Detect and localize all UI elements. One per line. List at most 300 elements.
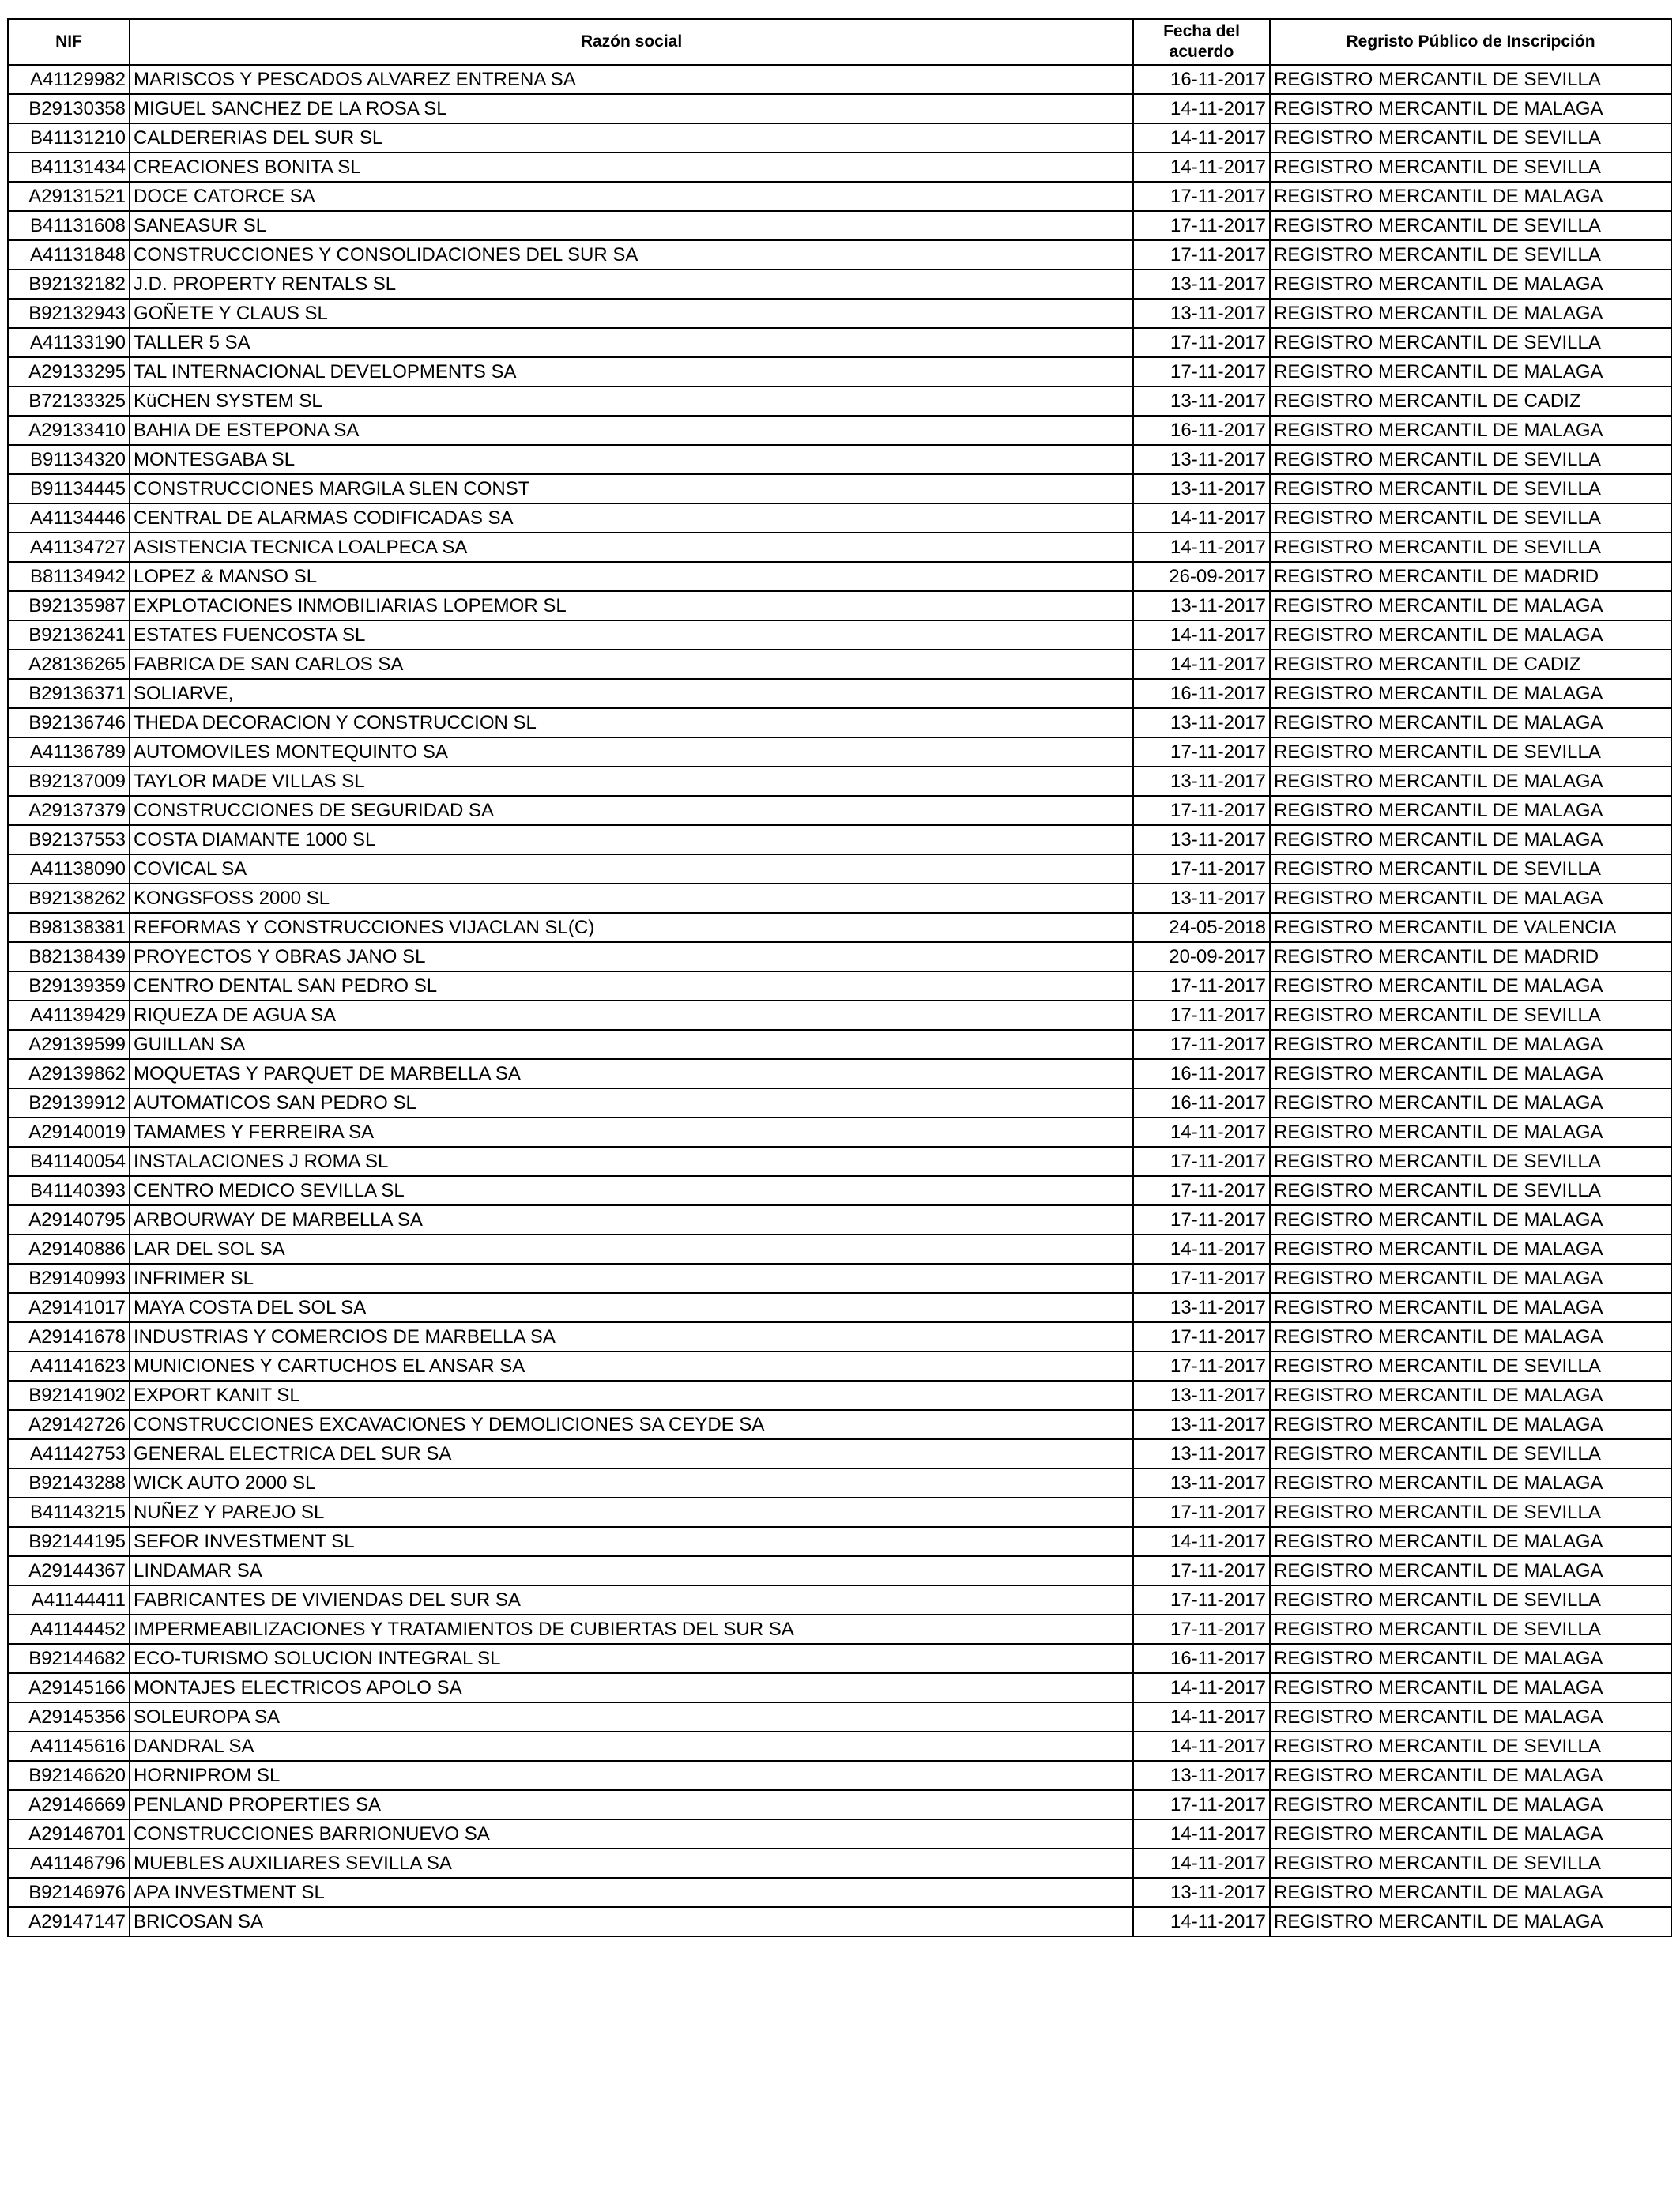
cell-nif: A41136789 (8, 737, 130, 767)
cell-date: 13-11-2017 (1133, 1761, 1270, 1790)
cell-name: TAYLOR MADE VILLAS SL (130, 767, 1133, 796)
cell-registry: REGISTRO MERCANTIL DE SEVILLA (1270, 1849, 1671, 1878)
cell-nif: A41138090 (8, 854, 130, 884)
cell-date: 14-11-2017 (1133, 94, 1270, 123)
cell-nif: A29146669 (8, 1790, 130, 1819)
table-body (8, 65, 1671, 1936)
cell-nif: B29140993 (8, 1264, 130, 1293)
cell-nif: A29133410 (8, 416, 130, 445)
cell-nif: B92144195 (8, 1527, 130, 1556)
cell-name: SEFOR INVESTMENT SL (130, 1527, 1133, 1556)
cell-registry: REGISTRO MERCANTIL DE MALAGA (1270, 1761, 1671, 1790)
cell-registry: REGISTRO MERCANTIL DE MALAGA (1270, 1381, 1671, 1410)
table-row (8, 1030, 1671, 1059)
cell-name: DANDRAL SA (130, 1732, 1133, 1761)
table-row (8, 591, 1671, 620)
cell-registry: REGISTRO MERCANTIL DE MALAGA (1270, 1790, 1671, 1819)
cell-registry: REGISTRO MERCANTIL DE MALAGA (1270, 796, 1671, 825)
table-row (8, 1615, 1671, 1644)
cell-registry: REGISTRO MERCANTIL DE MALAGA (1270, 299, 1671, 328)
cell-nif: A41142753 (8, 1439, 130, 1468)
cell-registry: REGISTRO MERCANTIL DE MALAGA (1270, 1702, 1671, 1732)
cell-date: 17-11-2017 (1133, 1322, 1270, 1351)
cell-date: 17-11-2017 (1133, 1498, 1270, 1527)
cell-date: 16-11-2017 (1133, 1059, 1270, 1088)
table-row (8, 270, 1671, 299)
cell-registry: REGISTRO MERCANTIL DE SEVILLA (1270, 240, 1671, 270)
table-row (8, 942, 1671, 971)
header-nif: NIF (8, 19, 130, 65)
cell-name: TALLER 5 SA (130, 328, 1133, 357)
cell-date: 14-11-2017 (1133, 1732, 1270, 1761)
cell-nif: B92136241 (8, 620, 130, 650)
cell-date: 17-11-2017 (1133, 1790, 1270, 1819)
cell-nif: B29139359 (8, 971, 130, 1001)
cell-nif: B92136746 (8, 708, 130, 737)
cell-nif: B92146620 (8, 1761, 130, 1790)
cell-name: PROYECTOS Y OBRAS JANO SL (130, 942, 1133, 971)
cell-registry: REGISTRO MERCANTIL DE SEVILLA (1270, 65, 1671, 94)
header-date: Fecha del acuerdo (1133, 19, 1270, 65)
table-row (8, 65, 1671, 94)
cell-date: 17-11-2017 (1133, 211, 1270, 240)
cell-name: RIQUEZA DE AGUA SA (130, 1001, 1133, 1030)
cell-registry: REGISTRO MERCANTIL DE MADRID (1270, 942, 1671, 971)
cell-registry: REGISTRO MERCANTIL DE MALAGA (1270, 708, 1671, 737)
cell-nif: B92144682 (8, 1644, 130, 1673)
cell-registry: REGISTRO MERCANTIL DE MALAGA (1270, 767, 1671, 796)
table-row (8, 708, 1671, 737)
cell-nif: A29139862 (8, 1059, 130, 1088)
table-row (8, 1849, 1671, 1878)
cell-registry: REGISTRO MERCANTIL DE MALAGA (1270, 1527, 1671, 1556)
cell-name: INFRIMER SL (130, 1264, 1133, 1293)
cell-name: MOQUETAS Y PARQUET DE MARBELLA SA (130, 1059, 1133, 1088)
cell-date: 14-11-2017 (1133, 533, 1270, 562)
cell-nif: A29140886 (8, 1235, 130, 1264)
cell-date: 17-11-2017 (1133, 1556, 1270, 1585)
table-row (8, 474, 1671, 503)
cell-nif: B81134942 (8, 562, 130, 591)
cell-date: 17-11-2017 (1133, 1351, 1270, 1381)
cell-nif: A29137379 (8, 796, 130, 825)
table-row (8, 1790, 1671, 1819)
table-row (8, 620, 1671, 650)
cell-date: 16-11-2017 (1133, 1644, 1270, 1673)
table-row (8, 182, 1671, 211)
cell-date: 17-11-2017 (1133, 1030, 1270, 1059)
table-row (8, 1585, 1671, 1615)
cell-name: KüCHEN SYSTEM SL (130, 386, 1133, 416)
cell-registry: REGISTRO MERCANTIL DE MALAGA (1270, 1410, 1671, 1439)
cell-name: AUTOMATICOS SAN PEDRO SL (130, 1088, 1133, 1118)
cell-nif: B29136371 (8, 679, 130, 708)
table-row (8, 503, 1671, 533)
cell-registry: REGISTRO MERCANTIL DE SEVILLA (1270, 854, 1671, 884)
table-row (8, 153, 1671, 182)
cell-date: 14-11-2017 (1133, 1118, 1270, 1147)
cell-date: 14-11-2017 (1133, 1673, 1270, 1702)
cell-date: 13-11-2017 (1133, 474, 1270, 503)
cell-registry: REGISTRO MERCANTIL DE MALAGA (1270, 1819, 1671, 1849)
cell-date: 17-11-2017 (1133, 1615, 1270, 1644)
cell-date: 16-11-2017 (1133, 1088, 1270, 1118)
cell-nif: B91134320 (8, 445, 130, 474)
cell-date: 17-11-2017 (1133, 1001, 1270, 1030)
cell-name: CONSTRUCCIONES DE SEGURIDAD SA (130, 796, 1133, 825)
cell-date: 14-11-2017 (1133, 1702, 1270, 1732)
cell-name: TAL INTERNACIONAL DEVELOPMENTS SA (130, 357, 1133, 386)
cell-date: 17-11-2017 (1133, 1585, 1270, 1615)
cell-date: 17-11-2017 (1133, 796, 1270, 825)
table-row (8, 1673, 1671, 1702)
cell-name: ASISTENCIA TECNICA LOALPECA SA (130, 533, 1133, 562)
cell-date: 17-11-2017 (1133, 1205, 1270, 1235)
cell-registry: REGISTRO MERCANTIL DE MALAGA (1270, 94, 1671, 123)
table-row (8, 445, 1671, 474)
cell-name: SOLEUROPA SA (130, 1702, 1133, 1732)
cell-nif: B82138439 (8, 942, 130, 971)
cell-name: CALDERERIAS DEL SUR SL (130, 123, 1133, 153)
cell-registry: REGISTRO MERCANTIL DE MALAGA (1270, 1556, 1671, 1585)
cell-name: MAYA COSTA DEL SOL SA (130, 1293, 1133, 1322)
cell-registry: REGISTRO MERCANTIL DE MALAGA (1270, 1468, 1671, 1498)
table-row (8, 1410, 1671, 1439)
table-row (8, 1907, 1671, 1936)
cell-nif: A41131848 (8, 240, 130, 270)
table-row (8, 1001, 1671, 1030)
cell-nif: A29131521 (8, 182, 130, 211)
cell-date: 17-11-2017 (1133, 971, 1270, 1001)
cell-registry: REGISTRO MERCANTIL DE SEVILLA (1270, 153, 1671, 182)
cell-name: EXPLOTACIONES INMOBILIARIAS LOPEMOR SL (130, 591, 1133, 620)
cell-date: 13-11-2017 (1133, 1468, 1270, 1498)
cell-nif: B29139912 (8, 1088, 130, 1118)
cell-registry: REGISTRO MERCANTIL DE VALENCIA (1270, 913, 1671, 942)
cell-nif: A29141017 (8, 1293, 130, 1322)
cell-name: BRICOSAN SA (130, 1907, 1133, 1936)
table-row (8, 299, 1671, 328)
cell-registry: REGISTRO MERCANTIL DE SEVILLA (1270, 211, 1671, 240)
cell-name: GENERAL ELECTRICA DEL SUR SA (130, 1439, 1133, 1468)
table-row (8, 767, 1671, 796)
cell-name: MUEBLES AUXILIARES SEVILLA SA (130, 1849, 1133, 1878)
cell-nif: A29144367 (8, 1556, 130, 1585)
cell-registry: REGISTRO MERCANTIL DE SEVILLA (1270, 737, 1671, 767)
table-row (8, 1235, 1671, 1264)
cell-nif: B41131210 (8, 123, 130, 153)
table-row (8, 1147, 1671, 1176)
cell-name: APA INVESTMENT SL (130, 1878, 1133, 1907)
cell-registry: REGISTRO MERCANTIL DE MALAGA (1270, 591, 1671, 620)
cell-registry: REGISTRO MERCANTIL DE MALAGA (1270, 971, 1671, 1001)
table-row (8, 1264, 1671, 1293)
cell-name: SANEASUR SL (130, 211, 1133, 240)
cell-date: 14-11-2017 (1133, 1527, 1270, 1556)
cell-nif: B72133325 (8, 386, 130, 416)
cell-date: 13-11-2017 (1133, 1381, 1270, 1410)
registry-table (7, 18, 1672, 1937)
cell-name: INDUSTRIAS Y COMERCIOS DE MARBELLA SA (130, 1322, 1133, 1351)
cell-name: ECO-TURISMO SOLUCION INTEGRAL SL (130, 1644, 1133, 1673)
cell-nif: A28136265 (8, 650, 130, 679)
table-row (8, 94, 1671, 123)
cell-name: TAMAMES Y FERREIRA SA (130, 1118, 1133, 1147)
table-row (8, 1176, 1671, 1205)
table-row (8, 1761, 1671, 1790)
header-registry: Regristo Público de Inscripción (1270, 19, 1671, 65)
cell-name: IMPERMEABILIZACIONES Y TRATAMIENTOS DE CUBIERTAS DEL SUR SA (130, 1615, 1133, 1644)
cell-nif: A29145356 (8, 1702, 130, 1732)
cell-registry: REGISTRO MERCANTIL DE MALAGA (1270, 679, 1671, 708)
cell-registry: REGISTRO MERCANTIL DE MALAGA (1270, 416, 1671, 445)
cell-name: LAR DEL SOL SA (130, 1235, 1133, 1264)
table-row (8, 650, 1671, 679)
cell-name: PENLAND PROPERTIES SA (130, 1790, 1133, 1819)
cell-registry: REGISTRO MERCANTIL DE SEVILLA (1270, 1615, 1671, 1644)
cell-name: LINDAMAR SA (130, 1556, 1133, 1585)
cell-registry: REGISTRO MERCANTIL DE SEVILLA (1270, 1498, 1671, 1527)
cell-nif: B41140393 (8, 1176, 130, 1205)
cell-name: AUTOMOVILES MONTEQUINTO SA (130, 737, 1133, 767)
table-row (8, 854, 1671, 884)
cell-date: 20-09-2017 (1133, 942, 1270, 971)
cell-date: 14-11-2017 (1133, 650, 1270, 679)
cell-date: 14-11-2017 (1133, 503, 1270, 533)
cell-registry: REGISTRO MERCANTIL DE SEVILLA (1270, 1439, 1671, 1468)
cell-name: NUÑEZ Y PAREJO SL (130, 1498, 1133, 1527)
cell-registry: REGISTRO MERCANTIL DE SEVILLA (1270, 533, 1671, 562)
cell-name: SOLIARVE, (130, 679, 1133, 708)
cell-nif: B98138381 (8, 913, 130, 942)
cell-registry: REGISTRO MERCANTIL DE SEVILLA (1270, 123, 1671, 153)
cell-nif: B41143215 (8, 1498, 130, 1527)
cell-name: J.D. PROPERTY RENTALS SL (130, 270, 1133, 299)
cell-nif: B92138262 (8, 884, 130, 913)
cell-date: 14-11-2017 (1133, 153, 1270, 182)
cell-registry: REGISTRO MERCANTIL DE SEVILLA (1270, 1585, 1671, 1615)
table-row (8, 1878, 1671, 1907)
cell-name: MUNICIONES Y CARTUCHOS EL ANSAR SA (130, 1351, 1133, 1381)
cell-registry: REGISTRO MERCANTIL DE SEVILLA (1270, 1732, 1671, 1761)
cell-registry: REGISTRO MERCANTIL DE SEVILLA (1270, 1147, 1671, 1176)
cell-registry: REGISTRO MERCANTIL DE SEVILLA (1270, 503, 1671, 533)
cell-registry: REGISTRO MERCANTIL DE MALAGA (1270, 884, 1671, 913)
cell-nif: B92135987 (8, 591, 130, 620)
cell-nif: A29139599 (8, 1030, 130, 1059)
cell-registry: REGISTRO MERCANTIL DE MALAGA (1270, 1673, 1671, 1702)
cell-registry: REGISTRO MERCANTIL DE SEVILLA (1270, 1351, 1671, 1381)
cell-date: 13-11-2017 (1133, 386, 1270, 416)
table-row (8, 796, 1671, 825)
cell-name: MONTAJES ELECTRICOS APOLO SA (130, 1673, 1133, 1702)
cell-name: HORNIPROM SL (130, 1761, 1133, 1790)
cell-nif: B92143288 (8, 1468, 130, 1498)
cell-registry: REGISTRO MERCANTIL DE MALAGA (1270, 1293, 1671, 1322)
cell-name: KONGSFOSS 2000 SL (130, 884, 1133, 913)
cell-nif: A41144452 (8, 1615, 130, 1644)
cell-date: 16-11-2017 (1133, 65, 1270, 94)
cell-registry: REGISTRO MERCANTIL DE SEVILLA (1270, 1176, 1671, 1205)
cell-nif: A41129982 (8, 65, 130, 94)
cell-date: 17-11-2017 (1133, 854, 1270, 884)
table-row (8, 1732, 1671, 1761)
header-row (8, 19, 1671, 65)
cell-nif: B92146976 (8, 1878, 130, 1907)
cell-nif: A41134446 (8, 503, 130, 533)
cell-name: GUILLAN SA (130, 1030, 1133, 1059)
cell-registry: REGISTRO MERCANTIL DE SEVILLA (1270, 445, 1671, 474)
cell-nif: A41139429 (8, 1001, 130, 1030)
cell-nif: A41146796 (8, 1849, 130, 1878)
cell-registry: REGISTRO MERCANTIL DE MALAGA (1270, 620, 1671, 650)
cell-registry: REGISTRO MERCANTIL DE MALAGA (1270, 1059, 1671, 1088)
cell-registry: REGISTRO MERCANTIL DE MALAGA (1270, 1907, 1671, 1936)
cell-date: 17-11-2017 (1133, 1264, 1270, 1293)
cell-registry: REGISTRO MERCANTIL DE MALAGA (1270, 1264, 1671, 1293)
cell-nif: A41141623 (8, 1351, 130, 1381)
cell-nif: A29145166 (8, 1673, 130, 1702)
table-row (8, 679, 1671, 708)
cell-registry: REGISTRO MERCANTIL DE MALAGA (1270, 357, 1671, 386)
table-row (8, 1351, 1671, 1381)
cell-registry: REGISTRO MERCANTIL DE MALAGA (1270, 1235, 1671, 1264)
table-row (8, 240, 1671, 270)
table-row (8, 416, 1671, 445)
cell-nif: A41134727 (8, 533, 130, 562)
cell-nif: B29130358 (8, 94, 130, 123)
table-row (8, 1088, 1671, 1118)
cell-name: EXPORT KANIT SL (130, 1381, 1133, 1410)
cell-registry: REGISTRO MERCANTIL DE MALAGA (1270, 1118, 1671, 1147)
cell-registry: REGISTRO MERCANTIL DE CADIZ (1270, 386, 1671, 416)
cell-date: 16-11-2017 (1133, 679, 1270, 708)
cell-date: 17-11-2017 (1133, 182, 1270, 211)
cell-date: 14-11-2017 (1133, 1849, 1270, 1878)
cell-nif: B92132943 (8, 299, 130, 328)
cell-name: WICK AUTO 2000 SL (130, 1468, 1133, 1498)
table-row (8, 562, 1671, 591)
cell-date: 26-09-2017 (1133, 562, 1270, 591)
cell-name: COSTA DIAMANTE 1000 SL (130, 825, 1133, 854)
cell-date: 13-11-2017 (1133, 591, 1270, 620)
table-row (8, 533, 1671, 562)
cell-date: 13-11-2017 (1133, 767, 1270, 796)
cell-nif: A29133295 (8, 357, 130, 386)
cell-registry: REGISTRO MERCANTIL DE SEVILLA (1270, 328, 1671, 357)
cell-registry: REGISTRO MERCANTIL DE SEVILLA (1270, 474, 1671, 503)
cell-date: 17-11-2017 (1133, 1176, 1270, 1205)
cell-date: 17-11-2017 (1133, 240, 1270, 270)
cell-nif: B91134445 (8, 474, 130, 503)
table-row (8, 1439, 1671, 1468)
cell-nif: A41145616 (8, 1732, 130, 1761)
table-row (8, 123, 1671, 153)
cell-registry: REGISTRO MERCANTIL DE MALAGA (1270, 182, 1671, 211)
table-row (8, 971, 1671, 1001)
cell-name: INSTALACIONES J ROMA SL (130, 1147, 1133, 1176)
table-row (8, 1498, 1671, 1527)
cell-nif: A29142726 (8, 1410, 130, 1439)
table-row (8, 913, 1671, 942)
header-name: Razón social (130, 19, 1133, 65)
cell-nif: A29147147 (8, 1907, 130, 1936)
cell-name: FABRICANTES DE VIVIENDAS DEL SUR SA (130, 1585, 1133, 1615)
cell-registry: REGISTRO MERCANTIL DE MALAGA (1270, 1322, 1671, 1351)
cell-name: COVICAL SA (130, 854, 1133, 884)
cell-nif: A41133190 (8, 328, 130, 357)
cell-name: CENTRO MEDICO SEVILLA SL (130, 1176, 1133, 1205)
table-row (8, 1322, 1671, 1351)
table-row (8, 357, 1671, 386)
cell-name: CONSTRUCCIONES BARRIONUEVO SA (130, 1819, 1133, 1849)
cell-registry: REGISTRO MERCANTIL DE MALAGA (1270, 1030, 1671, 1059)
cell-date: 13-11-2017 (1133, 1410, 1270, 1439)
table-row (8, 884, 1671, 913)
cell-name: CENTRAL DE ALARMAS CODIFICADAS SA (130, 503, 1133, 533)
cell-date: 17-11-2017 (1133, 1147, 1270, 1176)
cell-nif: B92141902 (8, 1381, 130, 1410)
cell-date: 17-11-2017 (1133, 737, 1270, 767)
cell-date: 16-11-2017 (1133, 416, 1270, 445)
cell-date: 14-11-2017 (1133, 123, 1270, 153)
cell-registry: REGISTRO MERCANTIL DE MALAGA (1270, 1205, 1671, 1235)
table-row (8, 386, 1671, 416)
cell-registry: REGISTRO MERCANTIL DE MALAGA (1270, 1644, 1671, 1673)
cell-registry: REGISTRO MERCANTIL DE MALAGA (1270, 1878, 1671, 1907)
cell-nif: A29140019 (8, 1118, 130, 1147)
table-row (8, 737, 1671, 767)
table-row (8, 1819, 1671, 1849)
cell-name: THEDA DECORACION Y CONSTRUCCION SL (130, 708, 1133, 737)
cell-date: 14-11-2017 (1133, 1235, 1270, 1264)
cell-name: ARBOURWAY DE MARBELLA SA (130, 1205, 1133, 1235)
table-row (8, 1381, 1671, 1410)
cell-date: 14-11-2017 (1133, 1907, 1270, 1936)
cell-name: CONSTRUCCIONES Y CONSOLIDACIONES DEL SUR SA (130, 240, 1133, 270)
cell-date: 14-11-2017 (1133, 1819, 1270, 1849)
cell-nif: B92137009 (8, 767, 130, 796)
cell-registry: REGISTRO MERCANTIL DE MALAGA (1270, 1088, 1671, 1118)
cell-date: 24-05-2018 (1133, 913, 1270, 942)
table-row (8, 1205, 1671, 1235)
cell-nif: B41140054 (8, 1147, 130, 1176)
cell-date: 13-11-2017 (1133, 884, 1270, 913)
cell-date: 13-11-2017 (1133, 445, 1270, 474)
cell-date: 13-11-2017 (1133, 1878, 1270, 1907)
cell-nif: B41131608 (8, 211, 130, 240)
cell-name: FABRICA DE SAN CARLOS SA (130, 650, 1133, 679)
cell-date: 13-11-2017 (1133, 708, 1270, 737)
table-row (8, 1556, 1671, 1585)
cell-name: BAHIA DE ESTEPONA SA (130, 416, 1133, 445)
table-row (8, 1293, 1671, 1322)
cell-name: ESTATES FUENCOSTA SL (130, 620, 1133, 650)
cell-nif: B92132182 (8, 270, 130, 299)
cell-name: MIGUEL SANCHEZ DE LA ROSA SL (130, 94, 1133, 123)
cell-date: 14-11-2017 (1133, 620, 1270, 650)
cell-nif: A29140795 (8, 1205, 130, 1235)
cell-nif: A41144411 (8, 1585, 130, 1615)
cell-name: REFORMAS Y CONSTRUCCIONES VIJACLAN SL(C) (130, 913, 1133, 942)
table-row (8, 1118, 1671, 1147)
cell-nif: A29146701 (8, 1819, 130, 1849)
table-row (8, 1644, 1671, 1673)
cell-nif: B41131434 (8, 153, 130, 182)
cell-registry: REGISTRO MERCANTIL DE MALAGA (1270, 270, 1671, 299)
cell-nif: B92137553 (8, 825, 130, 854)
cell-registry: REGISTRO MERCANTIL DE MALAGA (1270, 825, 1671, 854)
